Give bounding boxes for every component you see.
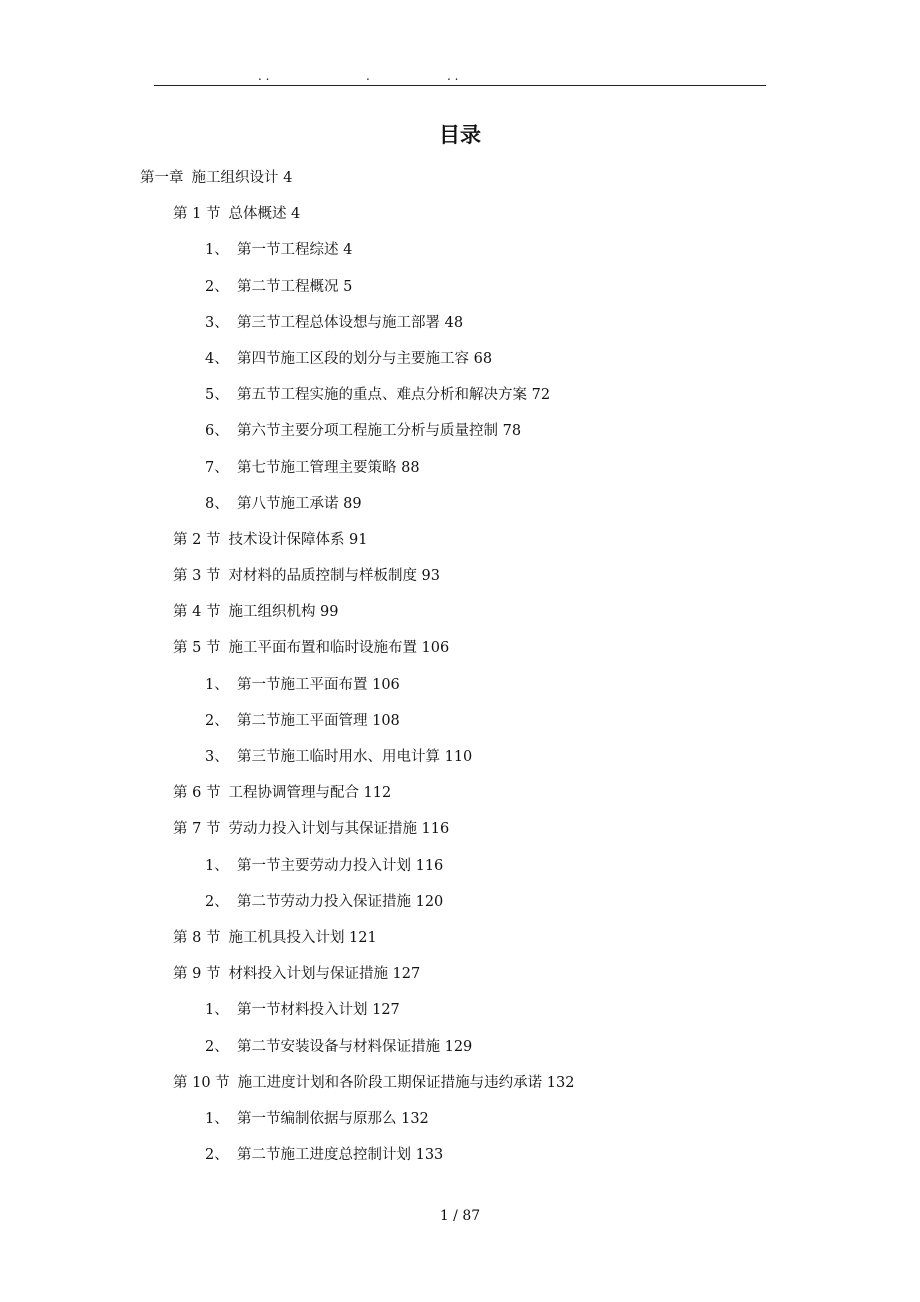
toc-entry-prefix: 第 1 节 [173,206,221,223]
toc-entry-text: 第三节施工临时用水、用电计算 110 [237,749,473,765]
toc-entry-prefix: 第 4 节 [173,604,221,621]
toc-entry-prefix: 第 3 节 [173,568,221,585]
toc-entry-prefix: 5、 [205,387,229,404]
toc-entry-prefix: 2、 [205,712,229,729]
toc-entry-prefix: 第 2 节 [173,531,221,548]
toc-title: 目录 [439,122,481,147]
toc-entry-prefix: 第 8 节 [173,929,221,946]
toc-entry-text: 施工平面布置和临时设施布置 106 [228,640,450,657]
toc-entry-prefix: 7、 [205,459,229,476]
toc-entry-text: 总体概述 4 [228,206,301,223]
toc-entry[interactable] [0,564,920,600]
toc-entry[interactable] [0,998,920,1034]
toc-entry[interactable] [0,456,920,492]
toc-entry[interactable] [0,673,920,709]
toc-entry[interactable] [0,311,920,347]
toc-entry-prefix: 4、 [205,350,229,367]
toc-entry-prefix: 8、 [205,495,229,512]
toc-entry[interactable] [0,275,920,311]
toc-entry[interactable] [0,492,920,528]
toc-entry-text: 第一节施工平面布置 106 [237,676,400,693]
toc-entry-text: 对材料的品质控制与样板制度 93 [228,568,441,585]
toc-entry[interactable] [0,1107,920,1143]
toc-entry[interactable] [0,347,920,383]
toc-entry-text: 第八节施工承诺 89 [237,495,362,512]
toc-entry-prefix: 第 10 节 [173,1074,230,1091]
toc-entry-text: 第七节施工管理主要策略 88 [237,459,420,476]
toc-entry-text: 劳动力投入计划与其保证措施 116 [228,821,450,838]
toc-entry-text: 第四节施工区段的划分与主要施工容 68 [237,350,493,367]
toc-entry[interactable] [0,709,920,745]
toc-entry-text: 第二节安装设备与材料保证措施 129 [237,1038,473,1055]
toc-entry[interactable] [0,926,920,962]
table-of-contents [0,166,920,1179]
toc-entry-text: 第二节施工平面管理 108 [237,712,400,729]
toc-entry-prefix: 6、 [205,423,229,440]
toc-entry-text: 施工组织机构 99 [228,604,339,621]
toc-entry-prefix: 2、 [205,893,229,910]
toc-entry-text: 第一节材料投入计划 127 [237,1002,400,1019]
toc-entry[interactable] [0,600,920,636]
toc-entry-text: 施工机具投入计划 121 [228,929,377,946]
toc-entry-text: 第五节工程实施的重点、难点分析和解决方案 72 [237,387,551,404]
toc-entry[interactable] [0,1035,920,1071]
page-number: 1 / 87 [439,1208,481,1224]
toc-entry[interactable] [0,383,920,419]
toc-entry[interactable] [0,817,920,853]
toc-entry[interactable] [0,890,920,926]
toc-entry-prefix: 第 9 节 [173,966,221,983]
header-rule [154,85,766,86]
toc-entry-text: 第一节工程综述 4 [237,242,353,259]
toc-entry-prefix: 1、 [205,857,229,874]
toc-entry-prefix: 2、 [205,1038,229,1055]
toc-entry-prefix: 1、 [205,1002,229,1019]
toc-entry[interactable] [0,962,920,998]
toc-entry-text: 第一节主要劳动力投入计划 116 [237,857,444,874]
toc-entry-text: 第一节编制依据与原那么 132 [237,1110,429,1127]
toc-entry[interactable] [0,854,920,890]
toc-entry-prefix: 第 7 节 [173,821,221,838]
toc-entry-prefix: 第 6 节 [173,785,221,802]
toc-entry[interactable] [0,636,920,672]
toc-entry[interactable] [0,238,920,274]
toc-entry[interactable] [0,781,920,817]
page-header-dots [0,70,920,84]
toc-entry[interactable] [0,202,920,238]
toc-entry[interactable] [0,528,920,564]
toc-entry-prefix: 2、 [205,278,229,295]
toc-entry-text: 第三节工程总体设想与施工部署 48 [237,314,464,331]
header-dots-group-2: . [366,69,370,83]
toc-entry-text: 第二节工程概况 5 [237,278,353,295]
toc-entry-prefix: 第 5 节 [173,640,221,657]
toc-entry-prefix: 3、 [205,749,229,765]
toc-entry-prefix: 1、 [205,242,229,259]
toc-entry-text: 施工组织设计 4 [191,170,293,186]
toc-entry[interactable] [0,745,920,781]
toc-entry-text: 第二节施工进度总控制计划 133 [237,1147,444,1164]
toc-entry[interactable] [0,1071,920,1107]
header-dots-group-3: . . [447,69,459,83]
toc-entry-text: 技术设计保障体系 91 [228,531,368,548]
toc-entry-prefix: 3、 [205,314,229,331]
toc-entry-text: 材料投入计划与保证措施 127 [228,966,421,983]
toc-entry-text: 第六节主要分项工程施工分析与质量控制 78 [237,423,522,440]
toc-entry-text: 第二节劳动力投入保证措施 120 [237,893,444,910]
toc-entry-prefix: 第一章 [140,170,184,186]
toc-entry-prefix: 2、 [205,1147,229,1164]
toc-entry-text: 工程协调管理与配合 112 [228,785,392,802]
toc-entry[interactable] [0,419,920,455]
toc-entry-prefix: 1、 [205,676,229,693]
header-dots-group-1: . . [258,69,270,83]
toc-entry[interactable] [0,1143,920,1179]
toc-entry-text: 施工进度计划和各阶段工期保证措施与违约承诺 132 [237,1074,575,1091]
toc-entry[interactable] [0,166,920,202]
toc-entry-prefix: 1、 [205,1110,229,1127]
